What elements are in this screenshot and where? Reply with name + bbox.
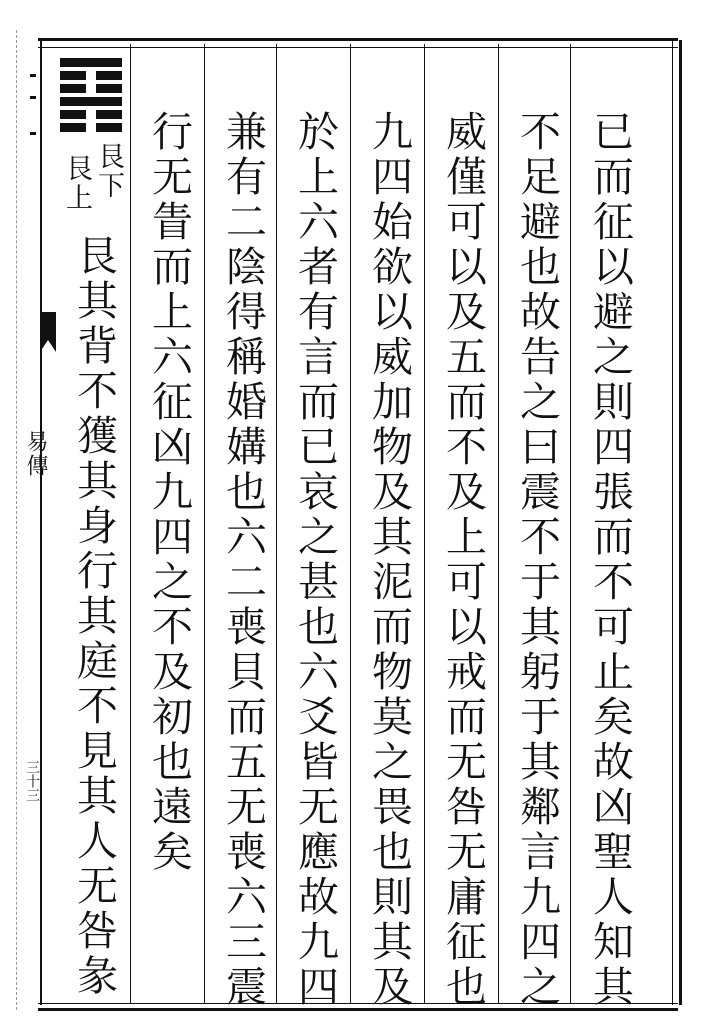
text-column: 於上六者有言而已哀之甚也六爻皆无應故九四 [291,110,339,1010]
column-rule [204,44,205,1003]
gutter-rule [16,30,17,1010]
hexagram-yin-line [60,71,122,80]
column-rule [570,44,571,1003]
fishtail-mark [40,312,56,352]
column-rule [130,44,131,1003]
margin-page-number: 三十三 [24,760,40,802]
margin-tick [30,96,36,99]
column-rule [350,44,351,1003]
text-column: 九四始欲以威加物及其泥而物莫之畏也則其及 [365,110,413,1010]
hexagram-gen-symbol [60,58,122,140]
hexagram-yang-line [60,97,122,106]
text-column: 威僅可以及五而不及上可以戒而无咎无庸征也 [439,110,487,1010]
margin-tick [30,132,36,135]
margin-book-title: 易傳 [23,430,48,478]
frame-left-border [40,40,42,1005]
frame-right-border [672,40,682,1005]
hexagram-yin-line [60,123,122,132]
text-column: 不足避也故告之曰震不于其躬于其鄰言九四之 [513,110,561,1010]
frame-top-border [38,38,678,48]
column-rule [498,44,499,1003]
margin-tick [30,74,36,77]
upper-trigram-label: 艮上 [61,154,92,212]
margin-tick-marks [30,74,38,174]
text-column: 行无眚而上六征凶九四之不及初也遠矣 [145,110,193,875]
lower-trigram-label: 艮下 [93,142,124,200]
text-column: 已而征以避之則四張而不可止矣故凶聖人知其 [586,110,634,1010]
column-rule [276,44,277,1003]
column-rule [424,44,425,1003]
hexagram-yin-line [60,84,122,93]
text-column: 兼有二陰得稱婚媾也六二喪貝而五无喪六三震 [219,110,267,1010]
hexagram-yin-line [60,110,122,119]
hexagram-judgment-text: 艮其背不獲其身行其庭不見其人无咎彖 [70,234,118,999]
trigram-labels [60,142,122,222]
hexagram-yang-line [60,58,122,67]
